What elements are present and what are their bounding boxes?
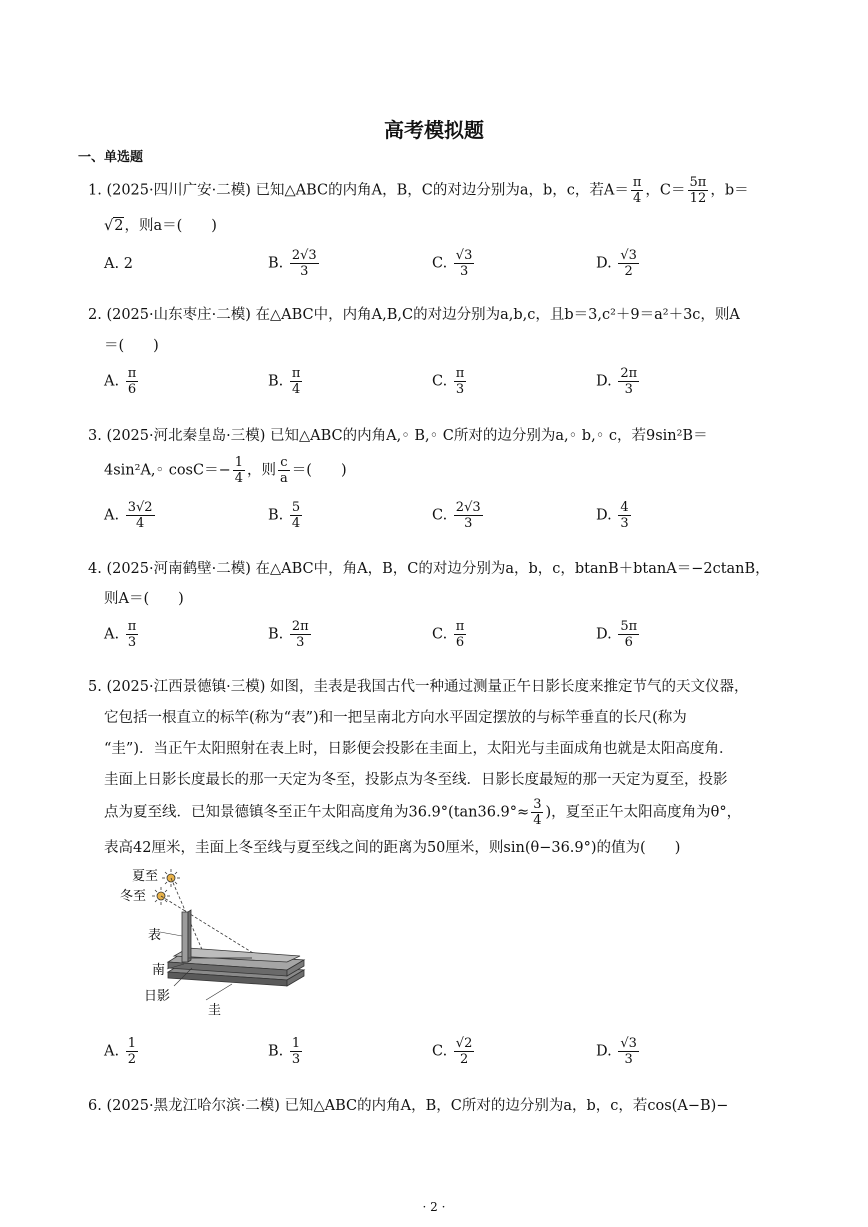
- gnomon-figure: [112, 866, 312, 1020]
- q5-line6: 表高42厘米，圭面上冬至线与夏至线之间的距离为50厘米，则sin(θ−36.9°)的值为( ): [104, 840, 681, 856]
- q5-line3: “圭”)．当正午太阳照射在表上时，日影便会投影在圭面上，太阳光与圭面成角也就是太阳高度角．: [104, 741, 734, 757]
- q5-line4: 圭面上日影长度最长的那一天定为冬至，投影点为冬至线．日影长度最短的那一天定为夏至，投影: [104, 772, 728, 788]
- q4-line1: 4. (2025·河南鹤壁·二模) 在△ABC中，角A，B，C的对边分别为a，b，c，btanB＋btanA＝−2ctanB，: [88, 561, 770, 577]
- q1-option-a[interactable]: A. 2: [104, 256, 133, 272]
- q5-line2: 它包括一根直立的标竿(称为“表”)和一把呈南北方向水平固定摆放的与标竿垂直的长尺(称为: [104, 710, 687, 726]
- q4-option-d[interactable]: D. $\frac{5\pi}{6}$: [596, 619, 638, 650]
- label-winter: 冬至: [120, 889, 147, 904]
- label-pole: 表: [148, 928, 162, 943]
- q3-option-c[interactable]: C. $\frac{2√3}{3}$: [432, 500, 481, 531]
- q5-option-c[interactable]: C. $\frac{√2}{2}$: [432, 1036, 473, 1067]
- fraction: $\frac{\pi}{4}$: [632, 175, 642, 206]
- q2-line2: ＝( ): [104, 338, 159, 354]
- label-south: 南: [152, 963, 166, 978]
- label-shadow: 日影: [144, 989, 171, 1004]
- q1-text: 1. (2025·四川广安·二模) 已知△ABC的内角A，B，C的对边分别为a，b，c，若A＝: [88, 182, 629, 199]
- page-number: · 2 ·: [422, 1200, 446, 1214]
- q1-option-b[interactable]: B. $\frac{2√3}{3}$: [268, 248, 317, 279]
- sqrt-expression: √2: [104, 218, 124, 234]
- q4-option-c[interactable]: C. $\frac{\pi}{6}$: [432, 619, 465, 650]
- q2-option-a[interactable]: A. $\frac{\pi}{6}$: [104, 366, 137, 397]
- label-gui: 圭: [208, 1003, 222, 1016]
- q2-option-c[interactable]: C. $\frac{\pi}{3}$: [432, 366, 465, 397]
- q2-option-b[interactable]: B. $\frac{\pi}{4}$: [268, 366, 301, 397]
- q4-line2: 则A＝( ): [104, 591, 184, 607]
- q1-line1: 1. (2025·四川广安·二模) 已知△ABC的内角A，B，C的对边分别为a，b，c，若A＝ $\frac{\pi}{4}$ ，C＝ $\frac{5\pi}{12}$ ，b＝: [88, 175, 749, 206]
- label-summer: 夏至: [132, 869, 159, 884]
- q4-option-a[interactable]: A. $\frac{\pi}{3}$: [104, 619, 137, 650]
- q3-option-d[interactable]: D. $\frac{4}{3}$: [596, 500, 629, 531]
- q5-line1: 5. (2025·江西景德镇·三模) 如图，圭表是我国古代一种通过测量正午日影长度来推定节气的天文仪器，: [88, 679, 749, 695]
- q1-option-c[interactable]: C. $\frac{√3}{3}$: [432, 248, 473, 279]
- q1-option-d[interactable]: D. $\frac{√3}{2}$: [596, 248, 637, 279]
- q4-option-b[interactable]: B. $\frac{2\pi}{3}$: [268, 619, 309, 650]
- q5-option-a[interactable]: A. $\frac{1}{2}$: [104, 1036, 136, 1067]
- q2-line1: 2. (2025·山东枣庄·二模) 在△ABC中，内角A,B,C的对边分别为a,b,c，且b＝3,c²＋9＝a²＋3c，则A: [88, 307, 740, 323]
- q5-line5: 点为夏至线．已知景德镇冬至正午太阳高度角为36.9°(tan36.9°≈ $\frac{3}{4}$ )，夏至正午太阳高度角为θ°，: [104, 797, 742, 828]
- gnomon-illustration: [112, 866, 312, 1016]
- q5-option-d[interactable]: D. $\frac{√3}{3}$: [596, 1036, 637, 1067]
- q5-option-b[interactable]: B. $\frac{1}{3}$: [268, 1036, 301, 1067]
- q3-option-b[interactable]: B. $\frac{5}{4}$: [268, 500, 301, 531]
- q6-line1: 6. (2025·黑龙江哈尔滨·二模) 已知△ABC的内角A，B，C所对的边分别为a，b，c，若cos(A−B)−: [88, 1098, 729, 1114]
- q3-option-a[interactable]: A. $\frac{3√2}{4}$: [104, 500, 153, 531]
- q2-option-d[interactable]: D. $\frac{2\pi}{3}$: [596, 366, 638, 397]
- page-title: 高考模拟题: [384, 118, 484, 142]
- q1-line2: √2，则a＝( ): [104, 218, 217, 234]
- q3-line1: 3. (2025·河北秦皇岛·三模) 已知△ABC的内角A,◦ B,◦ C所对的边分别为a,◦ b,◦ c，若9sin²B＝: [88, 428, 708, 444]
- fraction: $\frac{5\pi}{12}$: [689, 175, 707, 206]
- q3-line2: 4sin²A,◦ cosC＝− $\frac{1}{4}$ ，则 $\frac{c}{a}$ ＝( ): [104, 455, 347, 486]
- section-heading: 一、单选题: [78, 150, 144, 165]
